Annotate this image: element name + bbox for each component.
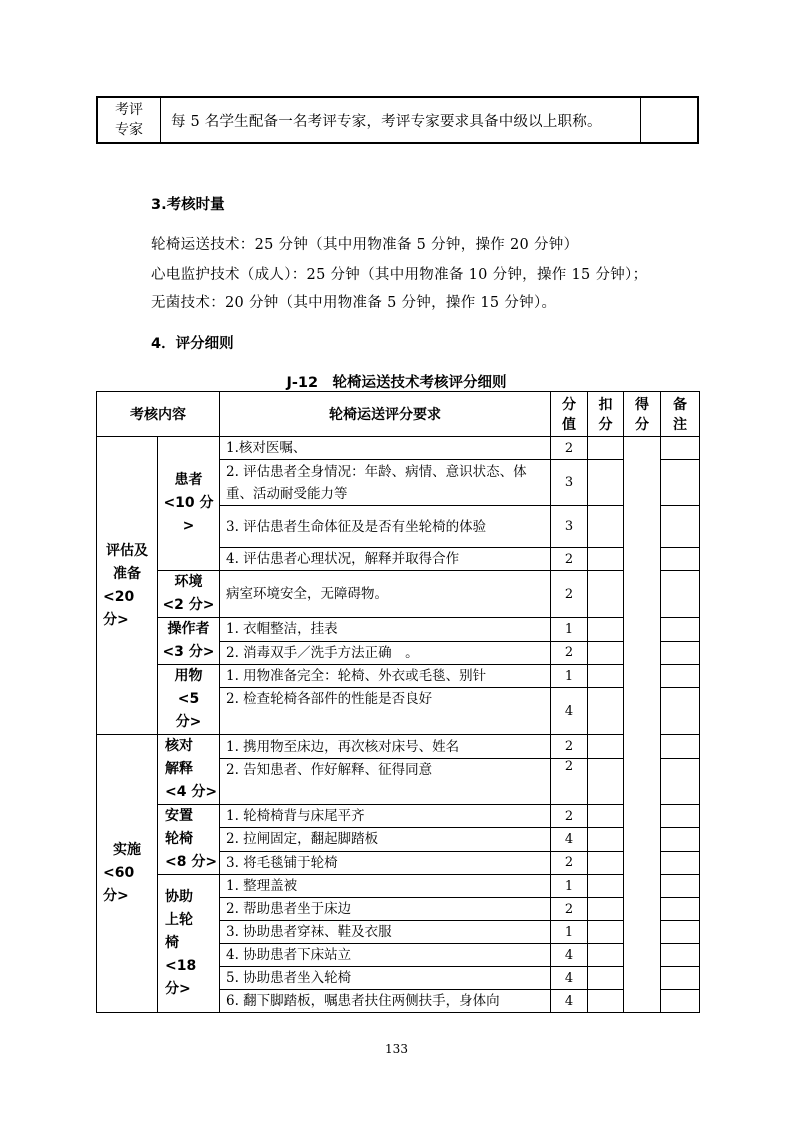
category-assess	[97, 437, 158, 735]
sub-place-3: <8 分>	[165, 854, 218, 870]
sub-supplies	[158, 665, 220, 735]
item: 2. 帮助患者坐于床边	[220, 898, 551, 921]
item: 1. 轮椅椅背与床尾平齐	[220, 805, 551, 828]
header-score-1: 分	[562, 397, 576, 413]
deduct-cell	[588, 688, 624, 735]
examiner-label-cell	[97, 97, 161, 143]
score: 2	[551, 735, 588, 759]
sub-environment-1: 环境	[174, 574, 203, 590]
note-cell	[661, 641, 700, 665]
header-deduct-1: 扣	[598, 397, 613, 413]
section3-line-1: 轮椅运送技术：25 分钟（其中用物准备 5 分钟，操作 20 分钟）	[151, 237, 579, 253]
examiner-label-line1: 考评	[115, 102, 143, 118]
table-row	[97, 875, 700, 898]
item: 5. 协助患者坐入轮椅	[220, 967, 551, 990]
item: 1. 衣帽整洁，挂表	[220, 618, 551, 642]
deduct-cell	[588, 548, 624, 571]
table-row	[97, 665, 700, 688]
deduct-cell	[588, 898, 624, 921]
sub-assist-1: 协助	[165, 889, 193, 905]
examiner-content: 每 5 名学生配备一名考评专家，考评专家要求具备中级以上职称。	[161, 97, 641, 143]
item: 6. 翻下脚踏板，嘱患者扶住两侧扶手，身体向	[220, 990, 551, 1013]
sub-supplies-2: <5	[177, 691, 200, 707]
note-cell	[661, 571, 700, 618]
header-content: 考核内容	[97, 392, 220, 437]
note-cell	[661, 665, 700, 688]
deduct-cell	[588, 828, 624, 851]
sub-place-2: 轮椅	[165, 831, 193, 847]
table-title: J-12 轮椅运送技术考核评分细则	[286, 375, 507, 391]
deduct-cell	[588, 618, 624, 642]
header-row	[97, 392, 700, 437]
sub-environment	[158, 571, 220, 618]
score: 3	[551, 460, 588, 506]
deduct-cell	[588, 759, 624, 805]
header-score	[551, 392, 588, 437]
score: 1	[551, 921, 588, 944]
sub-operator	[158, 618, 220, 665]
deduct-cell	[588, 460, 624, 506]
item: 4. 协助患者下床站立	[220, 944, 551, 967]
sub-assist-2: 上轮	[165, 912, 193, 928]
item: 1. 整理盖被	[220, 875, 551, 898]
header-get	[624, 392, 661, 437]
note-cell	[661, 828, 700, 851]
sub-supplies-3: 分>	[175, 714, 202, 730]
note-cell	[661, 460, 700, 506]
sub-assist	[158, 875, 220, 1013]
sub-place-1: 安置	[165, 808, 193, 824]
score: 4	[551, 944, 588, 967]
sub-verify-1: 核对	[165, 738, 193, 754]
section4-heading: 4．评分细则	[151, 336, 234, 352]
score: 2	[551, 805, 588, 828]
note-cell	[661, 759, 700, 805]
section3-line-3: 无菌技术：20 分钟（其中用物准备 5 分钟，操作 15 分钟）。	[151, 295, 557, 311]
header-note	[661, 392, 700, 437]
scoring-table	[96, 391, 700, 1013]
get-column	[624, 437, 661, 1013]
sub-verify-3: <4 分>	[165, 784, 218, 800]
examiner-table	[96, 96, 699, 144]
header-get-1: 得	[635, 397, 649, 413]
item: 1. 携用物至床边，再次核对床号、姓名	[220, 735, 551, 759]
score: 2	[551, 641, 588, 665]
category-assess-3: <20	[103, 588, 135, 605]
note-cell	[661, 735, 700, 759]
note-cell	[661, 548, 700, 571]
item: 3. 评估患者生命体征及是否有坐轮椅的体验	[220, 506, 551, 548]
sub-assist-4: <18	[165, 958, 197, 974]
item: 2. 评估患者全身情况：年龄、病情、意识状态、体重、活动耐受能力等	[220, 460, 551, 506]
header-deduct-2: 分	[598, 417, 613, 433]
note-cell	[661, 618, 700, 642]
item: 2. 拉闸固定，翻起脚踏板	[220, 828, 551, 851]
header-requirements: 轮椅运送评分要求	[220, 392, 551, 437]
category-implement-2: <60	[103, 865, 135, 881]
deduct-cell	[588, 571, 624, 618]
note-cell	[661, 990, 700, 1013]
deduct-cell	[588, 875, 624, 898]
category-implement-1: 实施	[113, 842, 141, 858]
score: 4	[551, 967, 588, 990]
deduct-cell	[588, 967, 624, 990]
section3-line-2: 心电监护技术（成人）：25 分钟（其中用物准备 10 分钟，操作 15 分钟）；	[151, 267, 648, 283]
examiner-label-line2: 专家	[115, 122, 143, 138]
note-cell	[661, 921, 700, 944]
score: 2	[551, 851, 588, 874]
category-implement	[97, 735, 158, 1013]
page-number: 133	[385, 1042, 408, 1056]
category-assess-4: 分>	[103, 611, 129, 628]
sub-supplies-1: 用物	[174, 668, 203, 684]
sub-verify-2: 解释	[165, 761, 193, 777]
sub-assist-3: 椅	[165, 935, 179, 951]
sub-assist-5: 分>	[165, 981, 191, 997]
deduct-cell	[588, 735, 624, 759]
sub-operator-2: <3 分>	[162, 644, 215, 660]
item: 1.核对医嘱、	[220, 437, 551, 460]
table-row	[97, 437, 700, 460]
note-cell	[661, 967, 700, 990]
sub-environment-2: <2 分>	[162, 597, 215, 613]
note-cell	[661, 437, 700, 460]
sub-place	[158, 805, 220, 875]
table-row	[97, 571, 700, 618]
score: 1	[551, 618, 588, 642]
header-deduct	[588, 392, 624, 437]
item: 1. 用物准备完全：轮椅、外衣或毛毯、别针	[220, 665, 551, 688]
item: 3. 协助患者穿袜、鞋及衣服	[220, 921, 551, 944]
item: 病室环境安全，无障碍物。	[220, 571, 551, 618]
header-note-2: 注	[673, 417, 687, 433]
score: 4	[551, 990, 588, 1013]
note-cell	[661, 506, 700, 548]
note-cell	[661, 898, 700, 921]
note-cell	[661, 851, 700, 874]
sub-operator-1: 操作者	[167, 621, 210, 637]
header-score-2: 值	[562, 417, 576, 433]
note-cell	[661, 944, 700, 967]
note-cell	[661, 688, 700, 735]
item: 3. 将毛毯铺于轮椅	[220, 851, 551, 874]
table-row	[97, 805, 700, 828]
section3-heading: 3.考核时量	[151, 197, 225, 213]
score: 2	[551, 548, 588, 571]
item: 2. 检查轮椅各部件的性能是否良好	[220, 688, 551, 735]
deduct-cell	[588, 805, 624, 828]
deduct-cell	[588, 506, 624, 548]
score: 1	[551, 665, 588, 688]
item: 4. 评估患者心理状况，解释并取得合作	[220, 548, 551, 571]
score: 4	[551, 828, 588, 851]
header-note-1: 备	[673, 397, 687, 413]
header-get-2: 分	[635, 417, 649, 433]
deduct-cell	[588, 921, 624, 944]
score: 2	[551, 759, 588, 805]
deduct-cell	[588, 665, 624, 688]
sub-verify	[158, 735, 220, 805]
score: 2	[551, 571, 588, 618]
table-row	[97, 618, 700, 642]
deduct-cell	[588, 944, 624, 967]
item: 2. 告知患者、作好解释、征得同意	[220, 759, 551, 805]
category-assess-2: 准备	[113, 565, 141, 582]
deduct-cell	[588, 851, 624, 874]
score: 4	[551, 688, 588, 735]
score: 3	[551, 506, 588, 548]
examiner-empty-cell	[641, 97, 699, 143]
deduct-cell	[588, 437, 624, 460]
note-cell	[661, 875, 700, 898]
score: 2	[551, 437, 588, 460]
deduct-cell	[588, 990, 624, 1013]
score: 1	[551, 875, 588, 898]
sub-patient	[158, 437, 220, 571]
sub-patient-2: <10 分>	[163, 495, 214, 534]
note-cell	[661, 805, 700, 828]
sub-patient-1: 患者	[174, 472, 203, 488]
item: 2. 消毒双手／洗手方法正确 。	[220, 641, 551, 665]
category-implement-3: 分>	[103, 888, 129, 904]
table-row	[97, 735, 700, 759]
deduct-cell	[588, 641, 624, 665]
score: 2	[551, 898, 588, 921]
category-assess-1: 评估及	[106, 542, 148, 559]
